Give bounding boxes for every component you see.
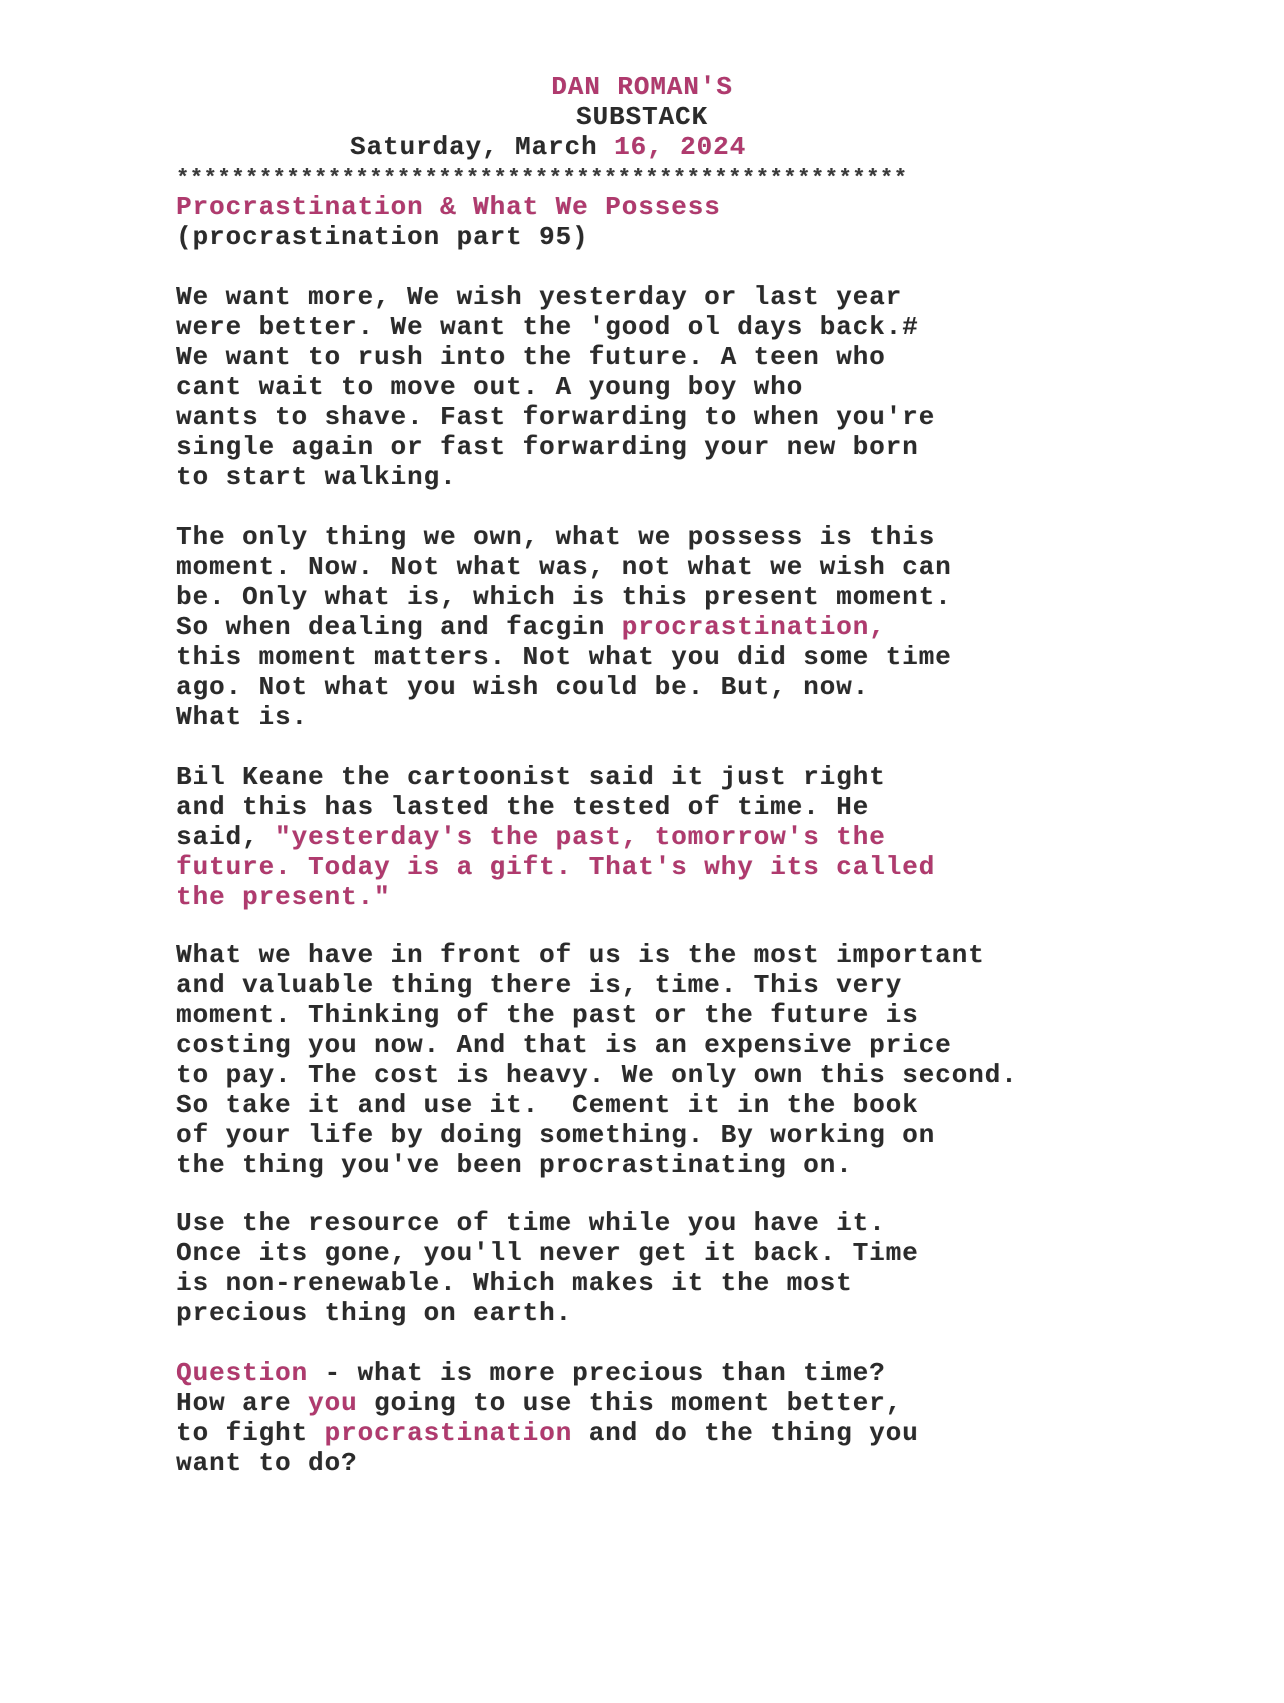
text-line: ago. Not what you wish could be. But, now. bbox=[176, 672, 870, 702]
text-line: were better. We want the 'good ol days back.# bbox=[176, 312, 919, 342]
text-line: wants to shave. Fast forwarding to when you're bbox=[176, 402, 936, 432]
highlight-procrastination: procrastination, bbox=[621, 612, 886, 642]
text-line: want to do? bbox=[176, 1448, 358, 1478]
text-line bbox=[176, 1388, 902, 1418]
quote-text: future. Today is a gift. That's why its called bbox=[176, 852, 936, 882]
text-line bbox=[176, 612, 886, 642]
text-line: Bil Keane the cartoonist said it just right bbox=[176, 762, 886, 792]
text-segment: going to use this moment better, bbox=[357, 1388, 903, 1418]
highlight-procrastination: procrastination bbox=[324, 1418, 573, 1448]
text-line bbox=[176, 1358, 886, 1388]
date-highlight: 16, 2024 bbox=[614, 132, 747, 162]
text-line bbox=[176, 1418, 919, 1448]
article-subtitle: (procrastination part 95) bbox=[176, 222, 589, 252]
text-segment: to fight bbox=[176, 1418, 325, 1448]
text-segment: and do the thing you bbox=[572, 1418, 919, 1448]
text-line: the thing you've been procrastinating on. bbox=[176, 1150, 853, 1180]
text-segment: - what is more precious than time? bbox=[308, 1358, 886, 1388]
text-line: is non-renewable. Which makes it the most bbox=[176, 1268, 853, 1298]
text-line: cant wait to move out. A young boy who bbox=[176, 372, 804, 402]
text-line bbox=[176, 822, 886, 852]
quote-text: the present." bbox=[176, 882, 391, 912]
highlight-you: you bbox=[308, 1388, 358, 1418]
text-line: Use the resource of time while you have it. bbox=[176, 1208, 886, 1238]
text-line: We want more, We wish yesterday or last year bbox=[176, 282, 903, 312]
text-line: be. Only what is, which is this present moment. bbox=[176, 582, 952, 612]
author-name: DAN ROMAN'S bbox=[551, 72, 733, 102]
text-line: this moment matters. Not what you did some time bbox=[176, 642, 952, 672]
text-segment: How are bbox=[176, 1388, 309, 1418]
text-line: So take it and use it. Cement it in the book bbox=[176, 1090, 919, 1120]
text-line: We want to rush into the future. A teen who bbox=[176, 342, 886, 372]
text-line: and this has lasted the tested of time. He bbox=[176, 792, 870, 822]
text-line: moment. Thinking of the past or the future is bbox=[176, 1000, 919, 1030]
question-label: Question bbox=[176, 1358, 309, 1388]
text-line: moment. Now. Not what was, not what we wish can bbox=[176, 552, 952, 582]
text-line: costing you now. And that is an expensive price bbox=[176, 1030, 952, 1060]
quote-text: "yesterday's the past, tomorrow's the bbox=[275, 822, 886, 852]
publication-name: SUBSTACK bbox=[575, 102, 709, 132]
text-line: What is. bbox=[176, 702, 309, 732]
date-line bbox=[350, 132, 746, 162]
article-title: Procrastination & What We Possess bbox=[176, 192, 721, 222]
text-line: single again or fast forwarding your new born bbox=[176, 432, 919, 462]
text-line: and valuable thing there is, time. This very bbox=[176, 970, 903, 1000]
text-line: The only thing we own, what we possess is this bbox=[176, 522, 936, 552]
text-line: What we have in front of us is the most important bbox=[176, 940, 985, 970]
text-line: to start walking. bbox=[176, 462, 457, 492]
text-line: Once its gone, you'll never get it back. Time bbox=[176, 1238, 919, 1268]
text-line: to pay. The cost is heavy. We only own this second. bbox=[176, 1060, 1018, 1090]
text-segment: said, bbox=[176, 822, 276, 852]
star-divider: ***************************************************** bbox=[176, 166, 908, 191]
text-line: precious thing on earth. bbox=[176, 1298, 573, 1328]
date-prefix: Saturday, March bbox=[350, 132, 615, 162]
text-line: of your life by doing something. By working on bbox=[176, 1120, 936, 1150]
text-segment: So when dealing and facgin bbox=[176, 612, 622, 642]
